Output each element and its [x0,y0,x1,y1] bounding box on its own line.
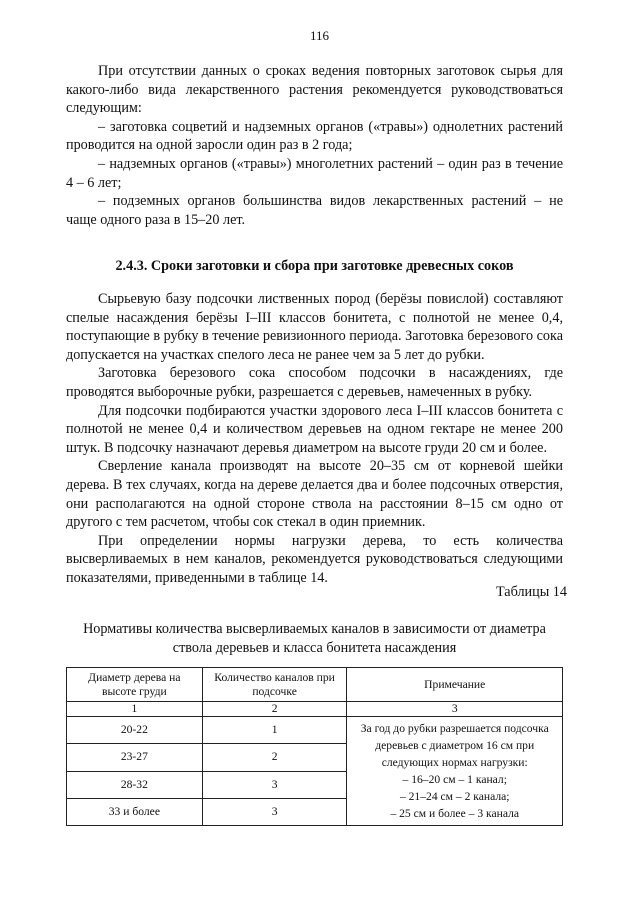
body-paragraph: Для подсочки подбираются участки здорового леса I–III классов бонитета с полнотой не менее 0,4 и количеством деревьев на одном гектаре не менее 200 штук. В подсочку назначают деревья диаметром на высоте груди 20 см и более. [66,402,563,456]
section-heading: 2.4.3. Сроки заготовки и сбора при заготовке древесных соков [115,258,514,274]
column-number: 3 [347,702,563,717]
body-paragraph: Заготовка березового сока способом подсочки в насаждениях, где проводятся выборочные рубки, разрешается с деревьев, намеченных в рубку. [66,365,563,400]
column-number: 1 [67,702,203,717]
diameter-cell: 28-32 [67,771,203,798]
table-header-row [67,668,563,702]
note-line: – 25 см и более – 3 канала [390,807,520,820]
header-diameter: Диаметр дерева на высоте груди [67,668,203,702]
table-label: Таблицы 14 [495,584,567,600]
body-paragraph: Сырьевую базу подсочки лиственных пород (берёзы повислой) составляют спелые насаждения берёзы I–III классов бонитета, с полнотой не менее 0,4, поступающие в рубку в течение ревизионного периода. Заготовка березового сока допускается на участках спелого леса не ранее чем за 5 лет до рубки. [66,291,563,363]
section-body [66,290,563,588]
intro-paragraph: При отсутствии данных о сроках ведения повторных заготовок сырья для какого-либо вида лекарственного растения рекомендуется руководствоваться следующим: [66,63,563,117]
table-title-line: ствола деревьев и класса бонитета насаждения [172,640,457,656]
header-note: Примечание [347,668,563,702]
diameter-cell: 33 и более [67,798,203,825]
header-channels: Количество каналов при подсочке [202,668,347,702]
diameter-cell: 23-27 [67,744,203,771]
note-line: За год до рубки разрешается подсочка деревьев с диаметром 16 см при следующих нормах нагрузки: [360,722,549,769]
diameter-cell: 20-22 [67,717,203,744]
channels-cell: 1 [202,717,347,744]
channels-cell: 3 [202,798,347,825]
table-title [66,620,563,658]
norms-table [66,667,563,826]
intro-text [66,62,563,229]
intro-list-item: – надземных органов («травы») многолетних растений – один раз в течение 4 – 6 лет; [66,155,563,191]
channels-cell: 3 [202,771,347,798]
body-paragraph: Сверление канала производят на высоте 20–35 см от корневой шейки дерева. В тех случаях, когда на дереве делается два и более подсочных отверстия, они располагаются на одной стороне ствола на расстоянии 8–15 см одно от другого с тем расчетом, чтобы сок стекал в один приемник. [66,458,563,531]
intro-list-item: – заготовка соцветий и надземных органов («травы») однолетних растений проводится на одной заросли один раз в 2 года; [66,118,563,154]
channels-cell: 2 [202,744,347,771]
page-number: 116 [309,28,330,43]
body-paragraph: При определении нормы нагрузки дерева, то есть количества высверливаемых в нем каналов, рекомендуется руководствоваться следующими показателями, приведенными в таблице 14. [66,532,563,586]
note-cell [347,717,563,826]
column-number: 2 [202,702,347,717]
table-title-line: Нормативы количества высверливаемых каналов в зависимости от диаметра [83,621,546,637]
note-line: – 16–20 см – 1 канал; [402,773,507,786]
table-row [67,717,563,744]
column-number-row [67,702,563,717]
intro-list-item: – подземных органов большинства видов лекарственных растений – не чаще одного раза в 15–20 лет. [66,193,563,228]
note-line: – 21–24 см – 2 канала; [399,790,510,803]
